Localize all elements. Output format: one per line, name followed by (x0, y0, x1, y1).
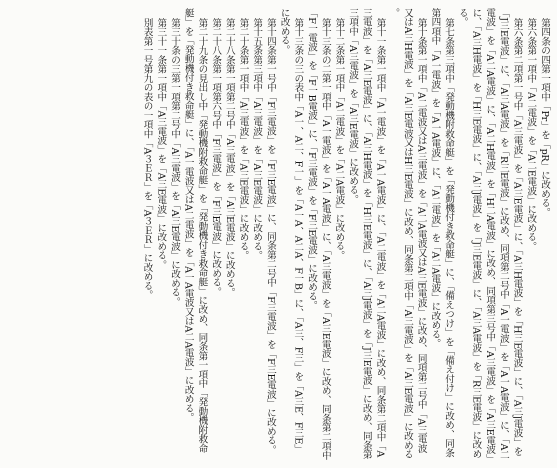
paragraph: 第十四条第一号中「F三電波」を「F三E電波」に、同条第二号中「F三電波」を「F三E電波」に改める。 (264, 17, 276, 454)
paragraph: 第六条第二項第一号中「A三電波」を「A三E電波」に、「A三H電波」を「H三E電波」に、「A三J電波」を「J三E電波」に、「A三A電波」を「R三E電波」に改め、同項第二号中「A一電波」を「A一A電波」に、「A二電波」を「A二A電波」に、「A二H電波」を「H二A電波」に改め、同項第三号中「A三電波」を「A三E電波」に、「A三H電波」を「H三E電波」に、「A三J電波」を「J三E電波」に、「A三A電波」を「R三E電波」に改める。 (456, 8, 523, 460)
paragraph: 第六条第一項中「A二電波」を「A二E電波」に改める。 (525, 17, 537, 251)
paragraph: 第三十一条第一項中「A三電波」を「A三E電波」に改める。 (155, 17, 167, 269)
paragraph: 第二十八条第一項第二号中「A三電波」を「A三E電波」に改める。 (223, 17, 235, 297)
paragraph: 第十三条の二第一項中「A一電波」を「A一A電波」に、「A三電波」を「A三E電波」に改め、同条第二項中「F一電波」を「F一B電波」に、「F三電波」を「F三E電波」に改める。 (306, 8, 331, 460)
paragraph: 第十条第一項中「A二電波又はA三電波」を「A二A電波又はA三E電波」に改め、同項第二号中「A三電波又はA三H電波」を「A三E電波又はH三E電波」に改め、同条第二項中「A三電波」を「A三E電波」に改める。 (388, 8, 427, 459)
vertical-text-body (6, 8, 551, 460)
paragraph: 第十二条第一項中「A二電波」を「A二A電波」に改める。 (333, 17, 345, 260)
paragraph: 第四条の四第一項中「Pr」を「pR」に改める。 (539, 17, 550, 217)
paragraph: 第二十八条第一項第六号中「F三電波」を「F三E電波」に改める。 (210, 17, 222, 296)
paragraph: 第三十条の三第一項第二号中「A三電波」を「A三E電波」に改める。 (169, 17, 181, 306)
paragraph: 第七条第三項中「発動機附救命艇」を「発動機付き救命艇」に、「備えつけ」を「備え付け」に改め、同条第四項中「A一電波」を「A一A電波」に、「A二電波」を「A二A電波」に改める。 (429, 8, 455, 457)
paragraph: 別表第一号第九の表の一項中「A３ＥＲ」を「A３ＥＲ」に改める。 (141, 17, 153, 300)
paragraph: 第十五条第三項中「A三電波」を「A三E電波」に改める。 (251, 17, 263, 260)
paragraph: 第二十九条の見出し中「発動機附救命艇」を「発動機付き救命艇」に改め、同条第一項中「発動機附救命艇」を「発動機付き救命艇」に、「A一電波又はA二電波」を「A一A電波又はA二A電波」に改める。 (182, 8, 208, 453)
paragraph: 第十一条第一項中「A一電波」を「A一A電波」に、「A二電波」を「A二A電波」に改め、同条第二項中「A三電波」を「A三E電波」に、「A三H電波」を「H三E電波」に、「A三J電波」を「J三E電波」に改め、同条第三項中「A三電波」を「A三E電波」に改める。 (347, 8, 386, 459)
paragraph: 第二十条第一項中「A三電波」を「A三E電波」に改める。 (237, 17, 249, 260)
paragraph: 第十三条の三の表中「A一、A二、F一」を「A一A、A二A、F一B」に、「A三、F三」を「A三E、F三E」に改める。 (278, 8, 304, 453)
